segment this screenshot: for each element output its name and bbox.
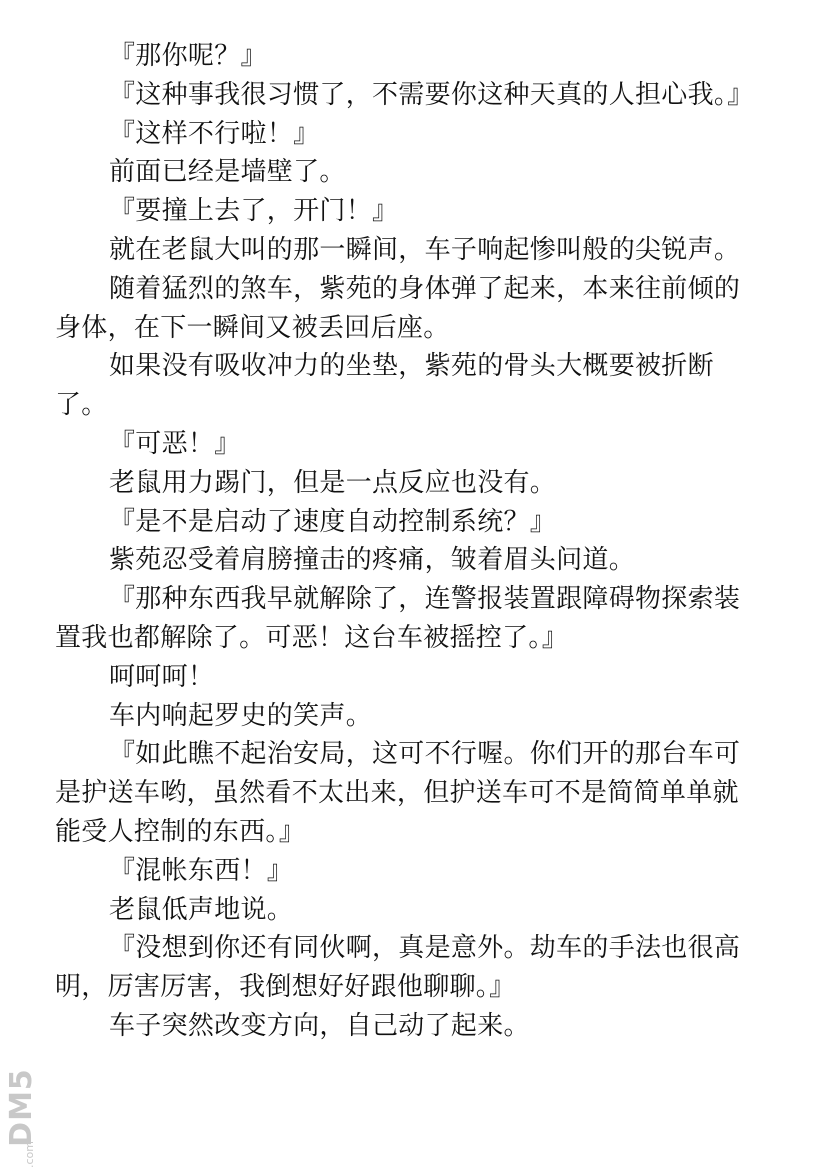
- paragraph: 『这样不行啦！』: [109, 118, 320, 149]
- novel-page-text: [55, 37, 755, 1046]
- paragraph: 『那你呢？』: [109, 41, 267, 71]
- paragraph: 车内响起罗史的笑声。: [109, 700, 373, 731]
- paragraph: 『是不是启动了速度自动控制系统？』: [109, 506, 557, 537]
- paragraph: 老鼠用力踢门，但是一点反应也没有。: [109, 467, 557, 498]
- paragraph: 前面已经是墙壁了。: [109, 157, 346, 188]
- paragraph: 就在老鼠大叫的那一瞬间，车子响起惨叫般的尖锐声。: [109, 234, 741, 265]
- paragraph: 『要撞上去了，开门！』: [109, 196, 399, 227]
- paragraph: 呵呵呵！: [109, 661, 215, 692]
- watermark-logo-text: DM5: [3, 1068, 39, 1147]
- paragraph: 『可恶！』: [109, 428, 241, 459]
- paragraph: 『如此瞧不起治安局，这可不行喔。你们开的那台车可是护送车哟，虽然看不太出来，但护送车可不是简简单单就能受人控制的东西。』: [55, 739, 741, 847]
- paragraph: 『这种事我很习惯了，不需要你这种天真的人担心我。』: [109, 79, 754, 110]
- watermark-domain-suffix: .com: [23, 1141, 36, 1168]
- paragraph: 如果没有吸收冲力的坐垫，紫苑的骨头大概要被折断了。: [55, 351, 714, 421]
- paragraph: 随着猛烈的煞车，紫苑的身体弹了起来，本来往前倾的身体，在下一瞬间又被丢回后座。: [55, 273, 741, 343]
- paragraph: 紫苑忍受着肩膀撞击的疼痛，皱着眉头问道。: [109, 545, 636, 576]
- dm5-watermark-logo: [3, 1052, 46, 1168]
- paragraph: 老鼠低声地说。: [109, 894, 294, 925]
- paragraph: 『没想到你还有同伙啊，真是意外。劫车的手法也很高明，厉害厉害，我倒想好好跟他聊聊。』: [55, 933, 741, 1003]
- paragraph: 『那种东西我早就解除了，连警报装置跟障碍物探索装置我也都解除了。可恶！这台车被摇控了。』: [55, 584, 741, 653]
- paragraph: 车子突然改变方向，自己动了起来。: [109, 1010, 530, 1041]
- paragraph: 『混帐东西！』: [109, 855, 294, 886]
